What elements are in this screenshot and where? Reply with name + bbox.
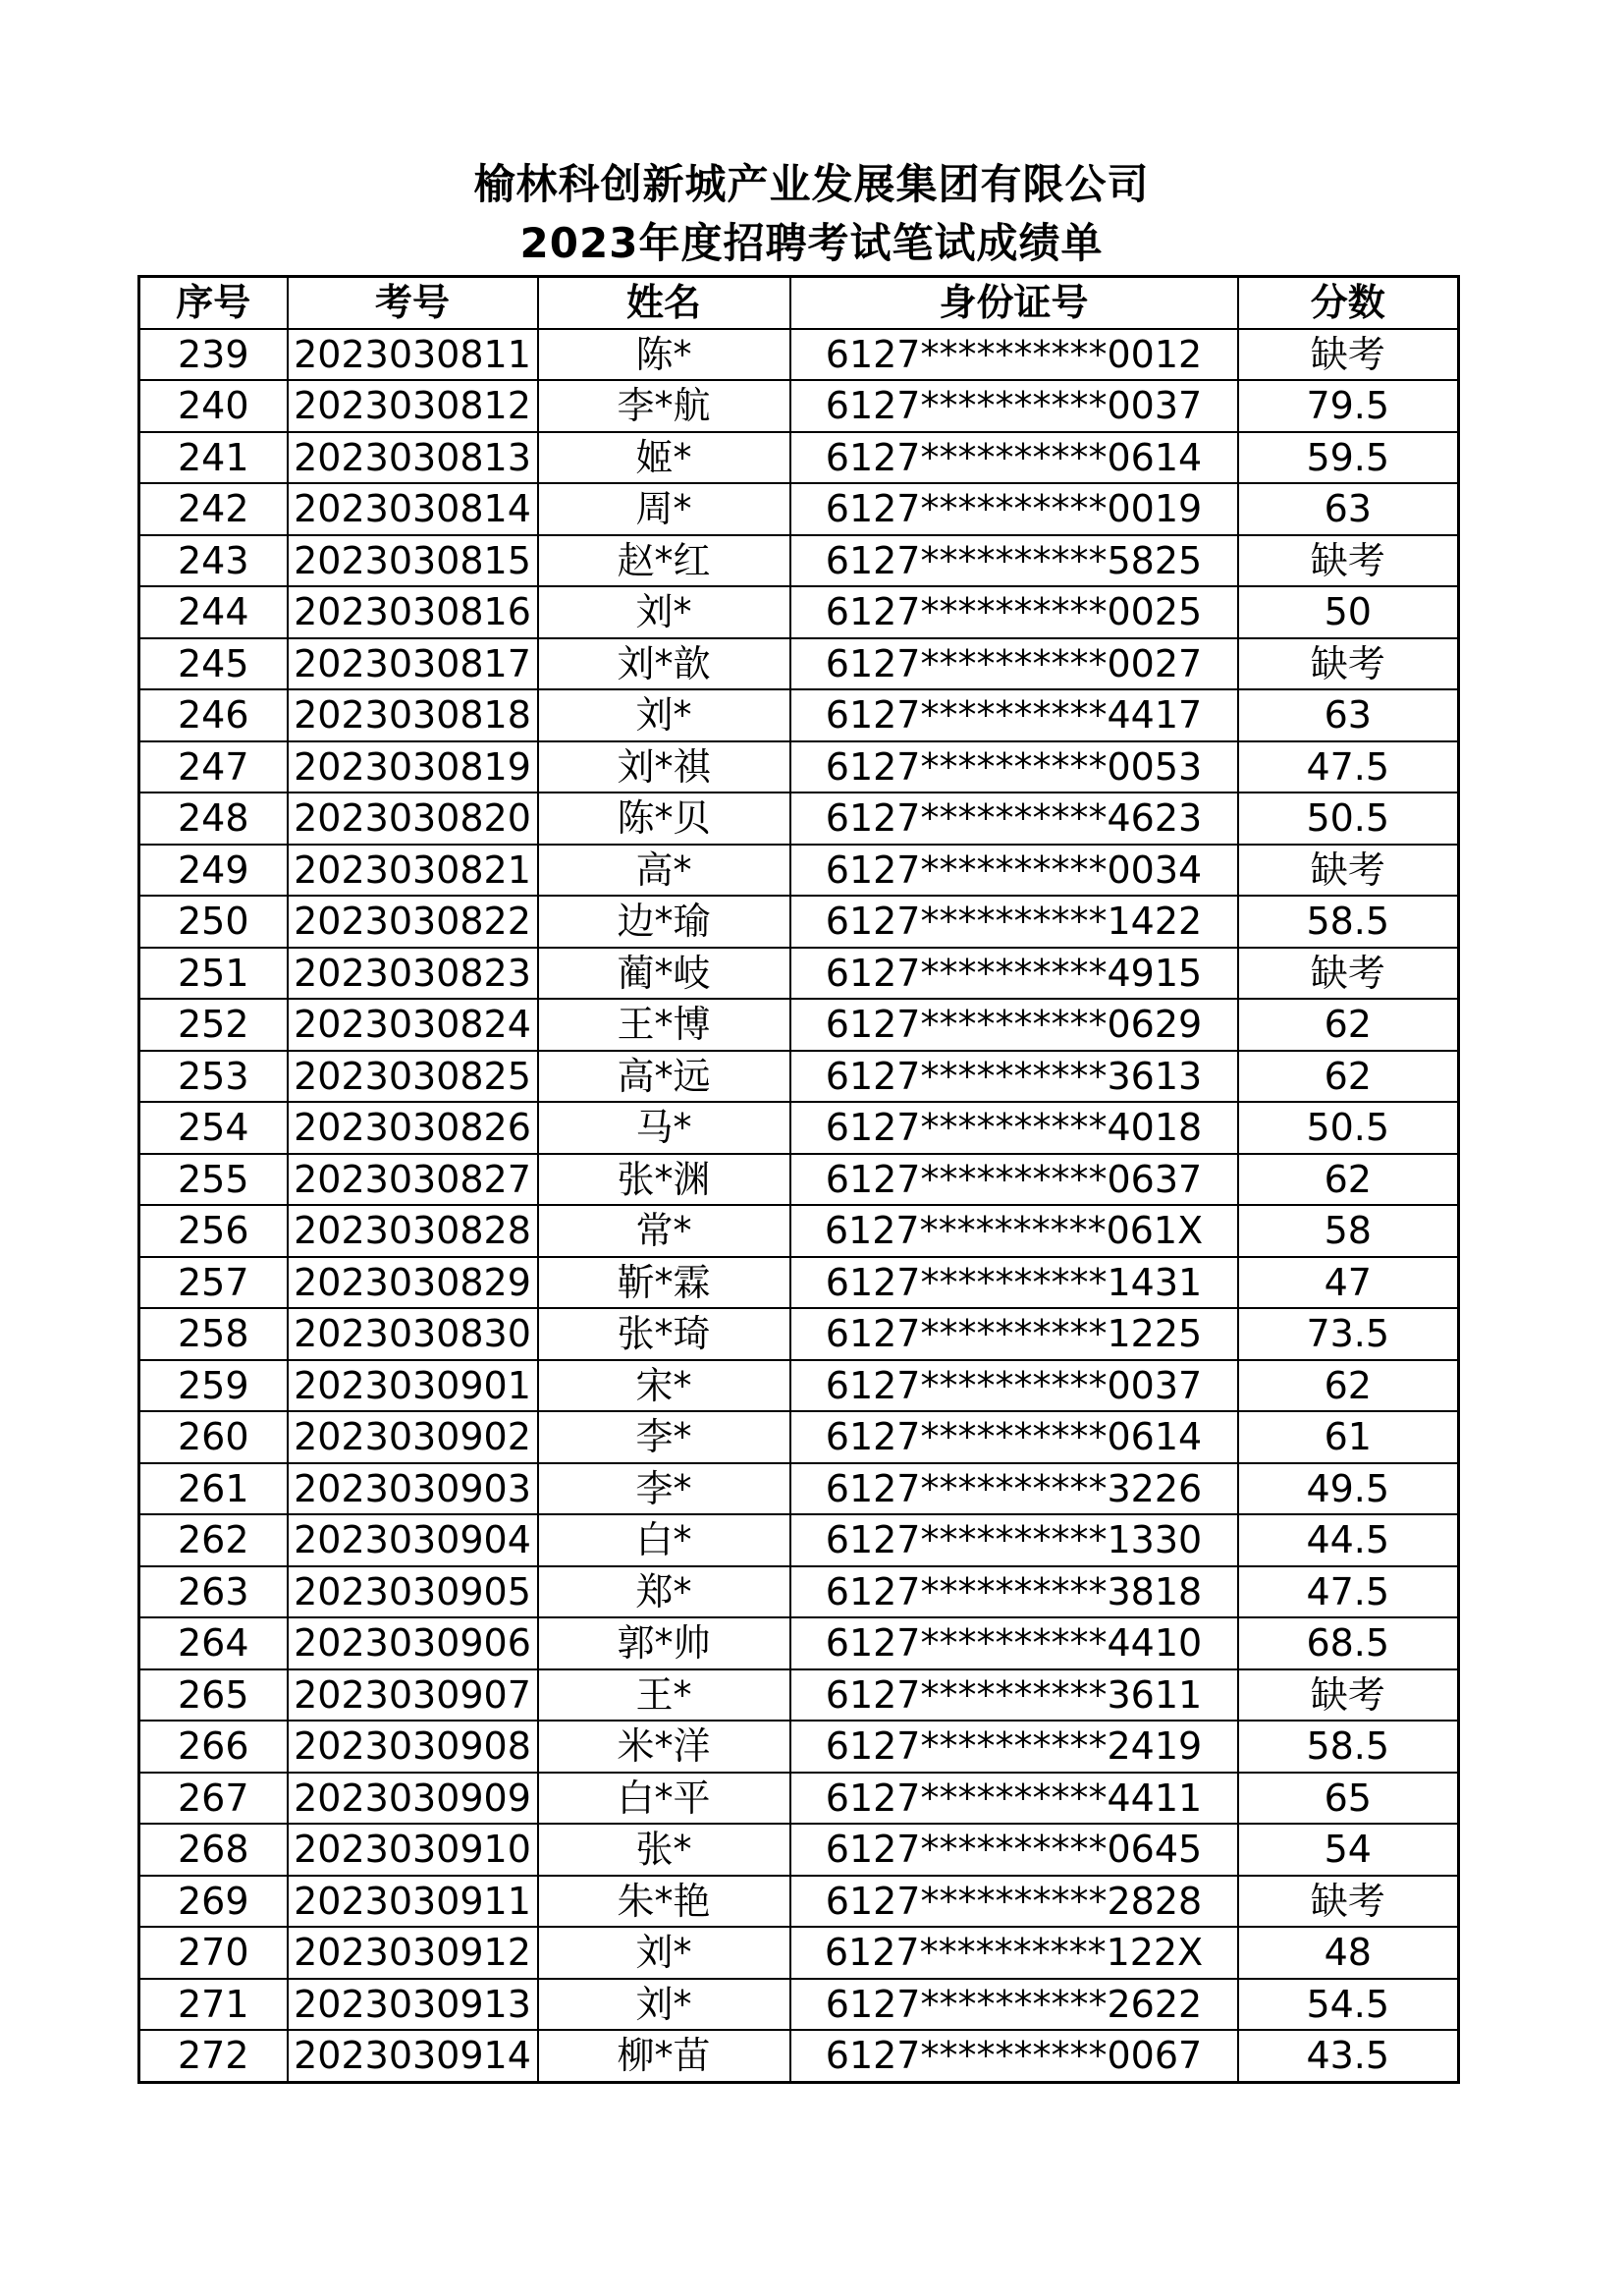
- cell-score: 79.5: [1238, 380, 1459, 432]
- cell-id-number: 6127**********3613: [790, 1051, 1238, 1103]
- table-row: [139, 1257, 1459, 1309]
- cell-name: 陈*: [538, 329, 790, 381]
- cell-id-number: 6127**********5825: [790, 535, 1238, 587]
- cell-seq: 271: [139, 1979, 288, 2031]
- document-subtitle: 2023年度招聘考试笔试成绩单: [519, 219, 1104, 267]
- cell-exam-no: 2023030902: [288, 1411, 538, 1463]
- cell-score: 49.5: [1238, 1463, 1459, 1515]
- cell-score: 58.5: [1238, 896, 1459, 948]
- table-row: [139, 1617, 1459, 1669]
- cell-name: 柳*苗: [538, 2030, 790, 2082]
- table-row: [139, 1205, 1459, 1257]
- cell-seq: 270: [139, 1927, 288, 1979]
- cell-exam-no: 2023030820: [288, 793, 538, 845]
- cell-seq: 250: [139, 896, 288, 948]
- cell-exam-no: 2023030906: [288, 1617, 538, 1669]
- cell-seq: 261: [139, 1463, 288, 1515]
- cell-name: 刘*歆: [538, 638, 790, 690]
- cell-exam-no: 2023030825: [288, 1051, 538, 1103]
- cell-name: 宋*: [538, 1360, 790, 1412]
- table-row: [139, 535, 1459, 587]
- cell-score: 54.5: [1238, 1979, 1459, 2031]
- cell-id-number: 6127**********3226: [790, 1463, 1238, 1515]
- cell-seq: 268: [139, 1824, 288, 1876]
- cell-name: 李*: [538, 1463, 790, 1515]
- cell-score: 62: [1238, 1360, 1459, 1412]
- cell-name: 李*: [538, 1411, 790, 1463]
- cell-exam-no: 2023030814: [288, 483, 538, 535]
- cell-id-number: 6127**********0027: [790, 638, 1238, 690]
- cell-id-number: 6127**********0025: [790, 586, 1238, 638]
- cell-id-number: 6127**********0645: [790, 1824, 1238, 1876]
- cell-exam-no: 2023030911: [288, 1876, 538, 1928]
- cell-name: 马*: [538, 1102, 790, 1154]
- cell-id-number: 6127**********0629: [790, 999, 1238, 1051]
- cell-score: 缺考: [1238, 329, 1459, 381]
- table-row: [139, 948, 1459, 1000]
- cell-id-number: 6127**********0034: [790, 845, 1238, 897]
- cell-name: 白*: [538, 1514, 790, 1566]
- cell-score: 62: [1238, 999, 1459, 1051]
- cell-id-number: 6127**********0012: [790, 329, 1238, 381]
- table-row: [139, 1360, 1459, 1412]
- table-row: [139, 432, 1459, 484]
- cell-exam-no: 2023030812: [288, 380, 538, 432]
- table-row: [139, 689, 1459, 741]
- cell-name: 赵*红: [538, 535, 790, 587]
- cell-id-number: 6127**********0037: [790, 1360, 1238, 1412]
- table-body: [139, 329, 1459, 2083]
- cell-name: 王*博: [538, 999, 790, 1051]
- table-row: [139, 1154, 1459, 1206]
- cell-score: 73.5: [1238, 1308, 1459, 1360]
- cell-score: 缺考: [1238, 638, 1459, 690]
- cell-name: 刘*祺: [538, 741, 790, 793]
- cell-score: 47: [1238, 1257, 1459, 1309]
- table-row: [139, 1721, 1459, 1773]
- table-row: [139, 1824, 1459, 1876]
- cell-exam-no: 2023030817: [288, 638, 538, 690]
- cell-score: 54: [1238, 1824, 1459, 1876]
- cell-score: 44.5: [1238, 1514, 1459, 1566]
- table-row: [139, 2030, 1459, 2082]
- cell-exam-no: 2023030816: [288, 586, 538, 638]
- cell-id-number: 6127**********122X: [790, 1927, 1238, 1979]
- cell-score: 缺考: [1238, 1876, 1459, 1928]
- table-header-row: [139, 277, 1459, 329]
- cell-exam-no: 2023030826: [288, 1102, 538, 1154]
- cell-seq: 260: [139, 1411, 288, 1463]
- cell-seq: 243: [139, 535, 288, 587]
- cell-score: 50.5: [1238, 1102, 1459, 1154]
- cell-exam-no: 2023030904: [288, 1514, 538, 1566]
- cell-seq: 264: [139, 1617, 288, 1669]
- table-row: [139, 1773, 1459, 1825]
- cell-exam-no: 2023030811: [288, 329, 538, 381]
- cell-exam-no: 2023030905: [288, 1566, 538, 1618]
- cell-score: 63: [1238, 483, 1459, 535]
- table-row: [139, 1514, 1459, 1566]
- table-row: [139, 329, 1459, 381]
- cell-seq: 265: [139, 1669, 288, 1722]
- cell-exam-no: 2023030822: [288, 896, 538, 948]
- cell-score: 47.5: [1238, 1566, 1459, 1618]
- cell-name: 米*洋: [538, 1721, 790, 1773]
- cell-id-number: 6127**********4915: [790, 948, 1238, 1000]
- cell-seq: 263: [139, 1566, 288, 1618]
- cell-name: 刘*: [538, 1979, 790, 2031]
- cell-name: 姬*: [538, 432, 790, 484]
- cell-seq: 257: [139, 1257, 288, 1309]
- cell-id-number: 6127**********2419: [790, 1721, 1238, 1773]
- header-seq: 序号: [139, 277, 288, 329]
- cell-name: 靳*霖: [538, 1257, 790, 1309]
- cell-score: 50: [1238, 586, 1459, 638]
- cell-seq: 239: [139, 329, 288, 381]
- header-exam-no: 考号: [288, 277, 538, 329]
- table-row: [139, 999, 1459, 1051]
- cell-exam-no: 2023030827: [288, 1154, 538, 1206]
- header-id-number: 身份证号: [790, 277, 1238, 329]
- cell-name: 高*远: [538, 1051, 790, 1103]
- cell-name: 白*平: [538, 1773, 790, 1825]
- table-row: [139, 1876, 1459, 1928]
- cell-name: 高*: [538, 845, 790, 897]
- cell-name: 张*: [538, 1824, 790, 1876]
- cell-exam-no: 2023030828: [288, 1205, 538, 1257]
- cell-seq: 253: [139, 1051, 288, 1103]
- document-title: 榆林科创新城产业发展集团有限公司: [473, 160, 1150, 208]
- cell-exam-no: 2023030815: [288, 535, 538, 587]
- cell-score: 63: [1238, 689, 1459, 741]
- cell-exam-no: 2023030908: [288, 1721, 538, 1773]
- cell-seq: 269: [139, 1876, 288, 1928]
- cell-name: 蔺*岐: [538, 948, 790, 1000]
- table-row: [139, 741, 1459, 793]
- cell-name: 张*渊: [538, 1154, 790, 1206]
- cell-id-number: 6127**********0019: [790, 483, 1238, 535]
- table-row: [139, 1927, 1459, 1979]
- cell-name: 周*: [538, 483, 790, 535]
- cell-name: 李*航: [538, 380, 790, 432]
- cell-name: 刘*: [538, 586, 790, 638]
- cell-id-number: 6127**********2828: [790, 1876, 1238, 1928]
- table-row: [139, 1102, 1459, 1154]
- cell-score: 48: [1238, 1927, 1459, 1979]
- table-row: [139, 1463, 1459, 1515]
- cell-exam-no: 2023030813: [288, 432, 538, 484]
- cell-seq: 258: [139, 1308, 288, 1360]
- cell-name: 张*琦: [538, 1308, 790, 1360]
- cell-seq: 249: [139, 845, 288, 897]
- cell-seq: 262: [139, 1514, 288, 1566]
- header-score: 分数: [1238, 277, 1459, 329]
- cell-name: 边*瑜: [538, 896, 790, 948]
- cell-score: 59.5: [1238, 432, 1459, 484]
- cell-score: 50.5: [1238, 793, 1459, 845]
- cell-exam-no: 2023030819: [288, 741, 538, 793]
- cell-id-number: 6127**********0614: [790, 432, 1238, 484]
- cell-id-number: 6127**********061X: [790, 1205, 1238, 1257]
- cell-name: 刘*: [538, 1927, 790, 1979]
- cell-exam-no: 2023030821: [288, 845, 538, 897]
- cell-name: 郭*帅: [538, 1617, 790, 1669]
- cell-seq: 247: [139, 741, 288, 793]
- cell-exam-no: 2023030913: [288, 1979, 538, 2031]
- cell-exam-no: 2023030903: [288, 1463, 538, 1515]
- cell-exam-no: 2023030830: [288, 1308, 538, 1360]
- cell-name: 刘*: [538, 689, 790, 741]
- table-row: [139, 1669, 1459, 1722]
- cell-id-number: 6127**********4417: [790, 689, 1238, 741]
- cell-score: 缺考: [1238, 535, 1459, 587]
- cell-id-number: 6127**********3818: [790, 1566, 1238, 1618]
- cell-score: 47.5: [1238, 741, 1459, 793]
- cell-exam-no: 2023030823: [288, 948, 538, 1000]
- score-table: [137, 275, 1460, 2084]
- cell-name: 王*: [538, 1669, 790, 1722]
- cell-score: 58: [1238, 1205, 1459, 1257]
- cell-seq: 241: [139, 432, 288, 484]
- cell-name: 常*: [538, 1205, 790, 1257]
- cell-score: 65: [1238, 1773, 1459, 1825]
- cell-id-number: 6127**********0067: [790, 2030, 1238, 2082]
- cell-name: 陈*贝: [538, 793, 790, 845]
- table-row: [139, 638, 1459, 690]
- cell-seq: 251: [139, 948, 288, 1000]
- cell-score: 43.5: [1238, 2030, 1459, 2082]
- cell-id-number: 6127**********4410: [790, 1617, 1238, 1669]
- table-row: [139, 380, 1459, 432]
- cell-seq: 245: [139, 638, 288, 690]
- cell-id-number: 6127**********1431: [790, 1257, 1238, 1309]
- cell-score: 缺考: [1238, 948, 1459, 1000]
- cell-id-number: 6127**********3611: [790, 1669, 1238, 1722]
- cell-id-number: 6127**********1225: [790, 1308, 1238, 1360]
- table-row: [139, 1051, 1459, 1103]
- header-name: 姓名: [538, 277, 790, 329]
- cell-exam-no: 2023030914: [288, 2030, 538, 2082]
- cell-exam-no: 2023030824: [288, 999, 538, 1051]
- cell-name: 朱*艳: [538, 1876, 790, 1928]
- table-row: [139, 586, 1459, 638]
- cell-id-number: 6127**********4018: [790, 1102, 1238, 1154]
- cell-seq: 255: [139, 1154, 288, 1206]
- cell-id-number: 6127**********0053: [790, 741, 1238, 793]
- cell-seq: 266: [139, 1721, 288, 1773]
- cell-seq: 252: [139, 999, 288, 1051]
- cell-exam-no: 2023030912: [288, 1927, 538, 1979]
- cell-score: 缺考: [1238, 845, 1459, 897]
- table-row: [139, 1411, 1459, 1463]
- cell-id-number: 6127**********2622: [790, 1979, 1238, 2031]
- table-row: [139, 483, 1459, 535]
- cell-id-number: 6127**********4411: [790, 1773, 1238, 1825]
- cell-exam-no: 2023030907: [288, 1669, 538, 1722]
- cell-seq: 246: [139, 689, 288, 741]
- cell-id-number: 6127**********0637: [790, 1154, 1238, 1206]
- cell-seq: 272: [139, 2030, 288, 2082]
- cell-score: 缺考: [1238, 1669, 1459, 1722]
- cell-seq: 256: [139, 1205, 288, 1257]
- cell-id-number: 6127**********0614: [790, 1411, 1238, 1463]
- table-row: [139, 896, 1459, 948]
- table-row: [139, 1979, 1459, 2031]
- cell-id-number: 6127**********4623: [790, 793, 1238, 845]
- cell-id-number: 6127**********1422: [790, 896, 1238, 948]
- cell-exam-no: 2023030829: [288, 1257, 538, 1309]
- cell-name: 郑*: [538, 1566, 790, 1618]
- cell-exam-no: 2023030910: [288, 1824, 538, 1876]
- cell-exam-no: 2023030909: [288, 1773, 538, 1825]
- cell-seq: 248: [139, 793, 288, 845]
- table-row: [139, 845, 1459, 897]
- cell-score: 68.5: [1238, 1617, 1459, 1669]
- cell-seq: 259: [139, 1360, 288, 1412]
- cell-seq: 267: [139, 1773, 288, 1825]
- cell-score: 62: [1238, 1154, 1459, 1206]
- cell-seq: 240: [139, 380, 288, 432]
- cell-seq: 242: [139, 483, 288, 535]
- cell-exam-no: 2023030901: [288, 1360, 538, 1412]
- table-row: [139, 1566, 1459, 1618]
- table-row: [139, 793, 1459, 845]
- cell-score: 62: [1238, 1051, 1459, 1103]
- cell-id-number: 6127**********1330: [790, 1514, 1238, 1566]
- cell-score: 61: [1238, 1411, 1459, 1463]
- cell-seq: 254: [139, 1102, 288, 1154]
- cell-score: 58.5: [1238, 1721, 1459, 1773]
- table-row: [139, 1308, 1459, 1360]
- cell-exam-no: 2023030818: [288, 689, 538, 741]
- cell-seq: 244: [139, 586, 288, 638]
- cell-id-number: 6127**********0037: [790, 380, 1238, 432]
